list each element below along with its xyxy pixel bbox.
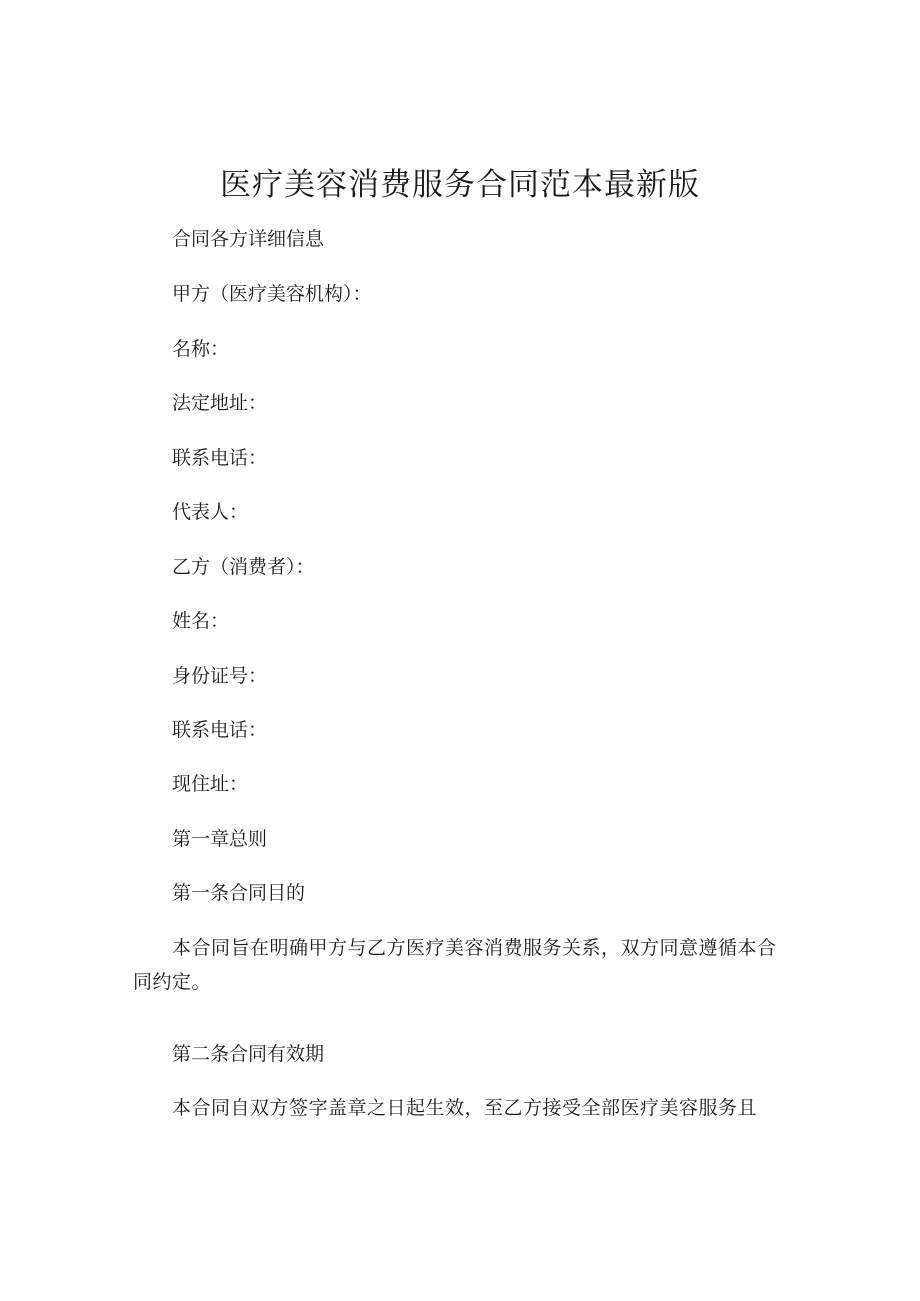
party-b-heading: 乙方（消费者）： bbox=[172, 556, 315, 578]
party-a-phone-field: 联系电话： bbox=[172, 447, 268, 469]
party-a-address-field: 法定地址： bbox=[172, 392, 268, 414]
article-2-heading: 第二条合同有效期 bbox=[172, 1043, 325, 1065]
party-b-phone-field: 联系电话： bbox=[172, 719, 268, 741]
article-1-heading: 第一条合同目的 bbox=[172, 882, 306, 904]
party-b-address-field: 现住址： bbox=[172, 773, 249, 795]
document-title: 医疗美容消费服务合同范本最新版 bbox=[220, 167, 700, 203]
article-2-body: 本合同自双方签字盖章之日起生效，至乙方接受全部医疗美容服务且 bbox=[172, 1097, 758, 1119]
article-1-body: 本合同旨在明确甲方与乙方医疗美容消费服务关系，双方同意遵循本合同约定。 bbox=[133, 937, 777, 993]
party-a-name-field: 名称： bbox=[172, 338, 230, 360]
party-a-representative-field: 代表人： bbox=[172, 501, 249, 523]
party-a-heading: 甲方（医疗美容机构）： bbox=[172, 283, 372, 305]
party-b-name-field: 姓名： bbox=[172, 610, 230, 632]
chapter-1-heading: 第一章总则 bbox=[172, 828, 268, 850]
section-heading-parties: 合同各方详细信息 bbox=[172, 228, 325, 250]
party-b-id-field: 身份证号： bbox=[172, 665, 268, 687]
